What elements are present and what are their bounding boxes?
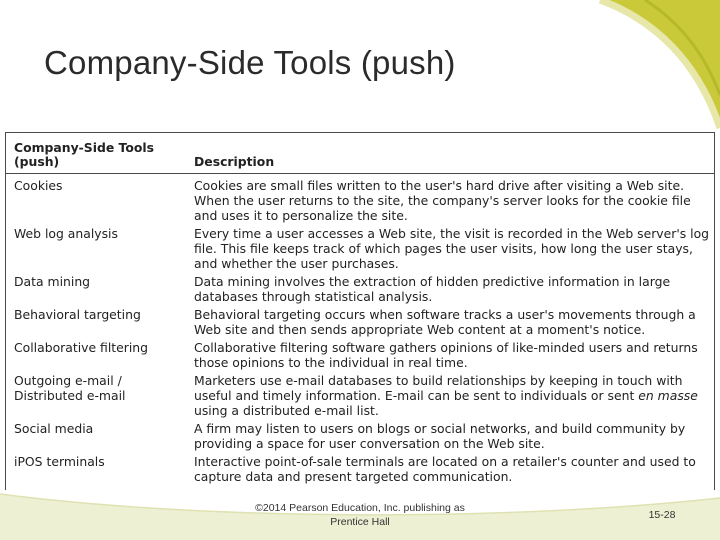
tool-description: Data mining involves the extraction of hidden predictive information in large databases through statistical analysis. [194,274,671,304]
tools-table-container [5,132,715,490]
footer-copyright: ©2014 Pearson Education, Inc. publishing as Prentice Hall [255,502,465,528]
tool-name: Social media [14,421,94,436]
table-row [6,305,714,338]
table-row [6,224,714,272]
table-header-row [6,133,714,174]
column-header-description: Description [188,133,714,174]
table-row [6,419,714,452]
tool-description: Interactive point-of-sale terminals are located on a retailer's counter and used to capture data and present targeted communication. [194,454,696,484]
tool-description [188,371,714,419]
table-row [6,338,714,371]
description-text: Marketers use e-mail databases to build relationships by keeping in touch with useful and timely information. E-mail can be sent to individuals or sent [194,373,683,403]
description-text: using a distributed e-mail list. [194,403,379,418]
corner-decoration [560,0,720,130]
description-emphasis: en masse [638,388,698,403]
slide-title: Company-Side Tools (push) [44,44,456,81]
tool-name: Cookies [14,178,63,193]
column-header-tool: Company-Side Tools (push) [6,133,188,174]
tool-name: Web log analysis [14,226,118,241]
tool-description: A firm may listen to users on blogs or social networks, and build community by providing a space for user conversation on the Web site. [194,421,686,451]
table-row [6,452,714,485]
page-number: 15-28 [648,509,676,521]
tools-table [6,133,714,485]
tool-description: Cookies are small files written to the user's hard drive after visiting a Web site. When the user returns to the site, the company's server looks for the cookie file and uses it to personalize the site. [194,178,691,223]
tool-name: Behavioral targeting [14,307,141,322]
tool-name: Outgoing e-mail / Distributed e-mail [14,373,126,403]
tool-description: Behavioral targeting occurs when software tracks a user's movements through a Web site and then sends appropriate Web content at a moment's notice. [194,307,696,337]
tool-description: Collaborative filtering software gathers opinions of like-minded users and returns those opinions to the individual in real time. [194,340,698,370]
tool-name: iPOS terminals [14,454,105,469]
tool-name: Collaborative filtering [14,340,149,355]
table-row [6,174,714,225]
tool-description: Every time a user accesses a Web site, the visit is recorded in the Web server's log file. This file keeps track of which pages the user visits, how long the user stays, and whether the user purchases. [194,226,710,271]
table-row [6,272,714,305]
tool-name: Data mining [14,274,91,289]
table-row [6,371,714,419]
